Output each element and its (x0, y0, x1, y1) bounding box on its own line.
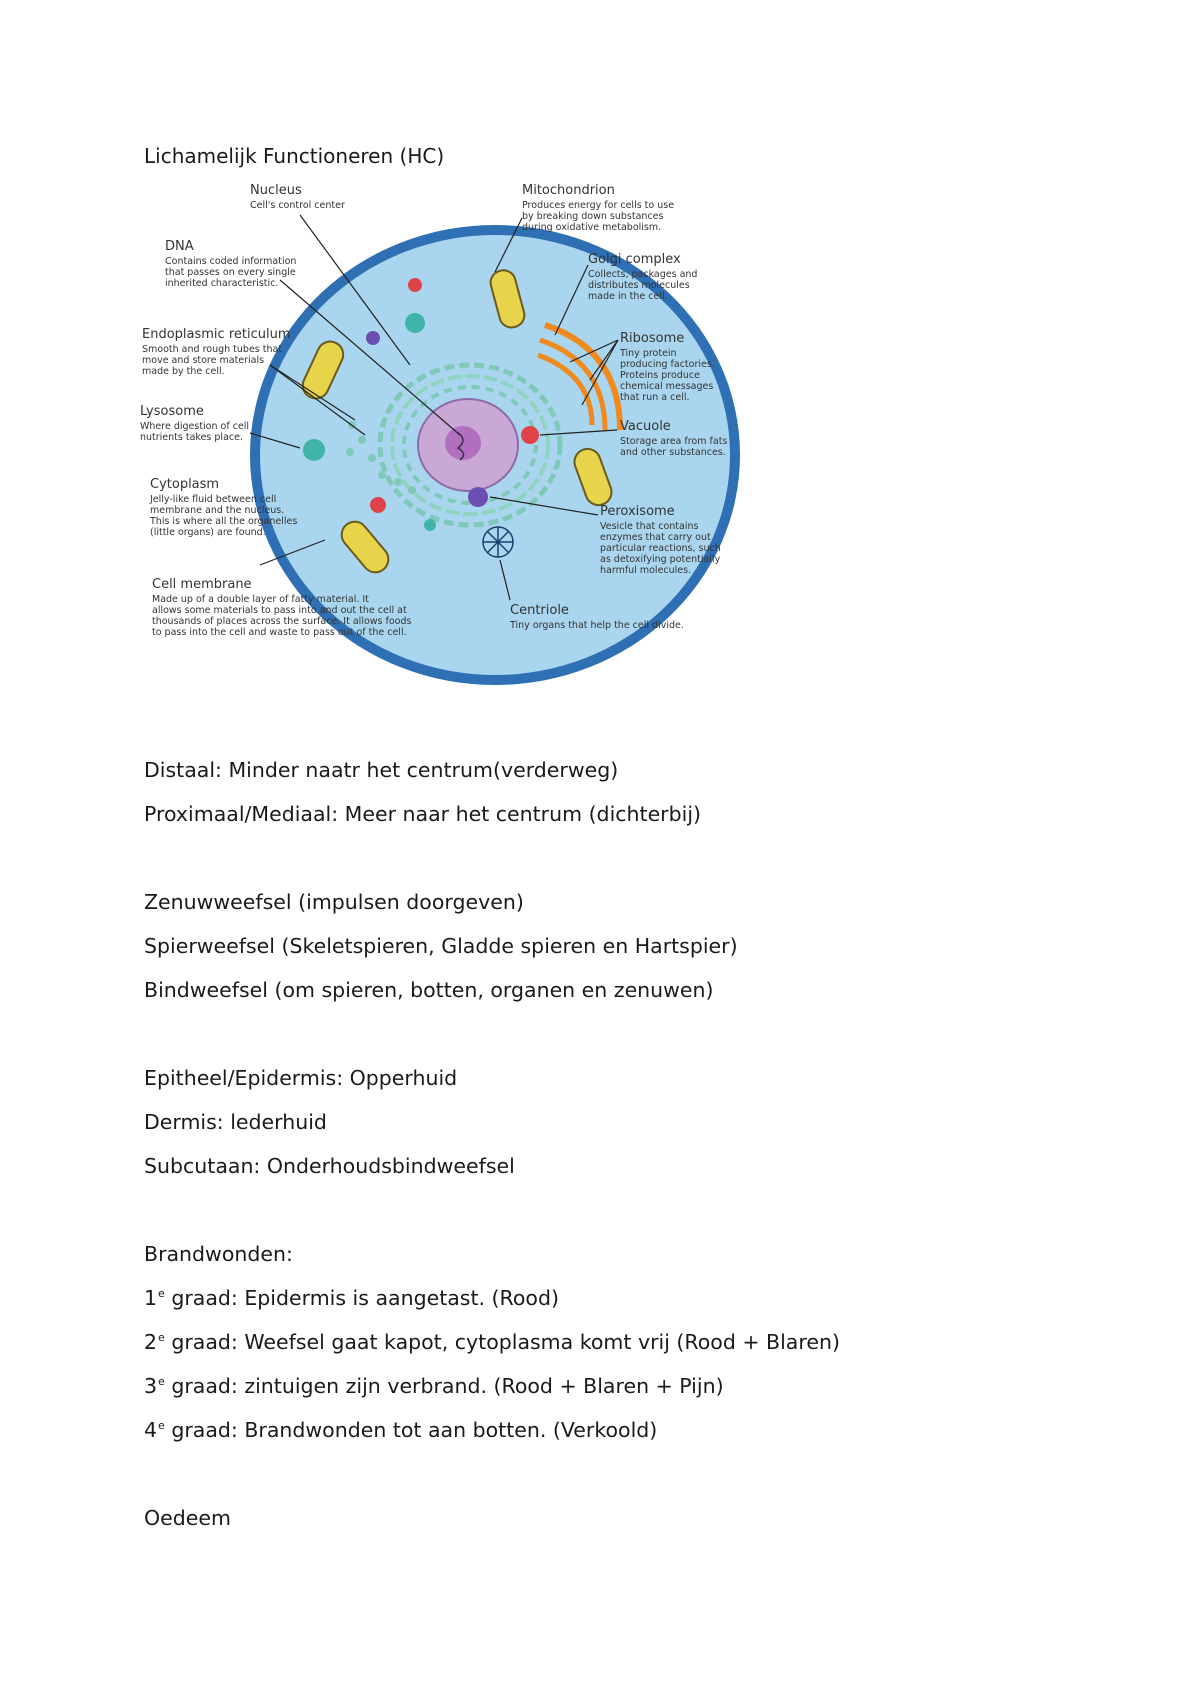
svg-text:DNA: DNA (165, 239, 194, 254)
svg-text:Vacuole: Vacuole (620, 419, 671, 434)
graad-text: graad: Weefsel gaat kapot, cytoplasma komt vrij (Rood + Blaren) (164, 1330, 840, 1354)
svg-text:that passes on every single: that passes on every single (165, 267, 296, 278)
graad-2-line (144, 1330, 840, 1354)
graad-superscript: e (158, 1375, 165, 1388)
graad-3-line (144, 1374, 724, 1398)
graad-superscript: e (158, 1287, 165, 1300)
svg-text:membrane and the nucleus.: membrane and the nucleus. (150, 505, 285, 516)
cell-diagram (140, 183, 790, 700)
svg-text:Tiny organs that help the cell: Tiny organs that help the cell divide. (510, 620, 684, 631)
svg-text:as detoxifying potentially: as detoxifying potentially (600, 554, 721, 565)
svg-text:distributes molecules: distributes molecules (588, 280, 690, 291)
svg-text:Mitochondrion: Mitochondrion (522, 183, 615, 198)
graad-superscript: e (158, 1419, 165, 1432)
svg-text:Cell membrane: Cell membrane (152, 577, 252, 592)
svg-text:Cytoplasm: Cytoplasm (150, 477, 220, 492)
graad-number: 2 (144, 1330, 158, 1354)
svg-text:Produces energy for cells to u: Produces energy for cells to use (522, 200, 675, 211)
label-golgi-complex (588, 252, 697, 302)
svg-text:nutrients takes place.: nutrients takes place. (140, 432, 243, 443)
svg-text:Peroxisome: Peroxisome (600, 504, 675, 519)
svg-text:during oxidative metabolism.: during oxidative metabolism. (522, 222, 662, 233)
graad-text: graad: Brandwonden tot aan botten. (Verkoold) (164, 1418, 658, 1442)
svg-text:Smooth and rough tubes that: Smooth and rough tubes that (142, 344, 283, 355)
svg-text:move and store materials: move and store materials (142, 355, 265, 366)
label-mitochondrion (522, 183, 674, 233)
svg-text:Proteins produce: Proteins produce (620, 370, 700, 381)
svg-text:chemical messages: chemical messages (620, 381, 714, 392)
svg-text:Jelly-like fluid between cell: Jelly-like fluid between cell (150, 494, 277, 505)
graad-text: graad: zintuigen zijn verbrand. (Rood + Blaren + Pijn) (164, 1374, 724, 1398)
svg-text:Vesicle that contains: Vesicle that contains (600, 521, 699, 532)
svg-text:that run a cell.: that run a cell. (620, 392, 690, 403)
svg-text:Golgi complex: Golgi complex (588, 252, 681, 267)
graad-number: 4 (144, 1418, 158, 1442)
svg-text:Tiny protein: Tiny protein (620, 348, 677, 359)
spierweefsel-line: Spierweefsel (Skeletspieren, Gladde spieren en Hartspier) (144, 934, 738, 958)
svg-text:Made up of a double layer of f: Made up of a double layer of fatty material. It (152, 594, 369, 605)
graad-number: 1 (144, 1286, 158, 1310)
dermis-line: Dermis: lederhuid (144, 1110, 327, 1134)
svg-text:Cell's control center: Cell's control center (250, 200, 345, 211)
svg-text:made by the cell.: made by the cell. (142, 366, 225, 377)
graad-4-line (144, 1418, 657, 1442)
subcutaan-line: Subcutaan: Onderhoudsbindweefsel (144, 1154, 515, 1178)
proximaal-line: Proximaal/Mediaal: Meer naar het centrum (dichterbij) (144, 802, 702, 826)
svg-text:Lysosome: Lysosome (140, 404, 204, 419)
svg-text:This is where all the organell: This is where all the organelles (150, 516, 298, 527)
graad-1-line (144, 1286, 559, 1310)
oedeem-line: Oedeem (144, 1506, 231, 1530)
svg-text:harmful molecules.: harmful molecules. (600, 565, 692, 576)
svg-text:thousands of places across the: thousands of places across the surface. It allows foods (152, 616, 412, 627)
svg-text:by breaking down substances: by breaking down substances (522, 211, 664, 222)
svg-text:allows some materials to pass: allows some materials to pass into and out the cell at (152, 605, 407, 616)
graad-text: graad: Epidermis is aangetast. (Rood) (164, 1286, 559, 1310)
svg-text:made in the cell.: made in the cell. (588, 291, 668, 302)
centriole-shape (483, 527, 513, 557)
page-title: Lichamelijk Functioneren (HC) (144, 144, 445, 168)
label-dna (165, 239, 296, 289)
svg-text:Nucleus: Nucleus (250, 183, 302, 198)
svg-text:enzymes that carry out: enzymes that carry out (600, 532, 711, 543)
svg-text:Storage area from fats: Storage area from fats (620, 436, 728, 447)
svg-text:(little organs) are found.: (little organs) are found. (150, 527, 266, 538)
brandwonden-heading: Brandwonden: (144, 1242, 293, 1266)
svg-text:particular reactions, such: particular reactions, such (600, 543, 721, 554)
label-lysosome (140, 404, 249, 443)
svg-text:Endoplasmic reticulum: Endoplasmic reticulum (142, 327, 291, 342)
zenuwweefsel-line: Zenuwweefsel (impulsen doorgeven) (144, 890, 524, 914)
graad-number: 3 (144, 1374, 158, 1398)
svg-text:producing factories.: producing factories. (620, 359, 715, 370)
svg-text:Where digestion of cell: Where digestion of cell (140, 421, 250, 432)
svg-text:Collects, packages and: Collects, packages and (588, 269, 698, 280)
label-nucleus (250, 183, 345, 211)
distaal-line: Distaal: Minder naatr het centrum(verderweg) (144, 758, 619, 782)
graad-superscript: e (158, 1331, 165, 1344)
epitheel-line: Epitheel/Epidermis: Opperhuid (144, 1066, 458, 1090)
svg-text:and other substances.: and other substances. (620, 447, 726, 458)
svg-text:Contains coded information: Contains coded information (165, 256, 297, 267)
svg-text:Centriole: Centriole (510, 603, 569, 618)
bindweefsel-line: Bindweefsel (om spieren, botten, organen en zenuwen) (144, 978, 714, 1002)
svg-text:to pass into the cell and wast: to pass into the cell and waste to pass out of the cell. (152, 627, 407, 638)
svg-text:Ribosome: Ribosome (620, 331, 685, 346)
svg-text:inherited characteristic.: inherited characteristic. (165, 278, 279, 289)
